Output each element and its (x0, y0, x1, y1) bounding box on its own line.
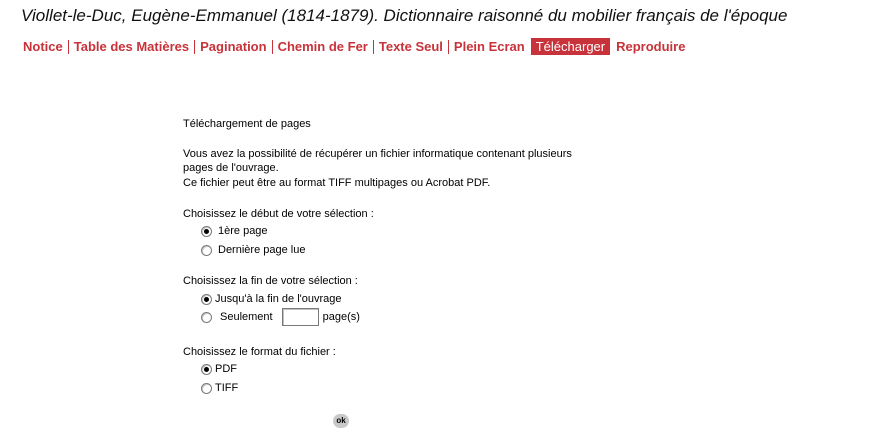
radio-checked-icon[interactable] (201, 226, 212, 237)
nav-pagination-link[interactable]: Pagination (200, 39, 267, 54)
radio-checked-icon[interactable] (201, 364, 212, 375)
nav-separator (194, 40, 195, 54)
pages-count-input[interactable] (282, 308, 319, 326)
format-pdf-label: PDF (215, 363, 237, 375)
nav-plein-ecran-link[interactable]: Plein Ecran (453, 39, 525, 54)
start-first-page-label: 1ère page (218, 225, 268, 237)
format-tiff-label: TIFF (215, 382, 239, 394)
radio-unchecked-icon[interactable] (201, 383, 212, 394)
format-label: Choisissez le format du fichier : (183, 346, 336, 358)
end-only-label: Seulement (220, 311, 273, 323)
nav-separator (448, 40, 449, 54)
nav-chemin-de-fer-link[interactable]: Chemin de Fer (277, 39, 368, 54)
nav-bar (21, 38, 687, 55)
end-to-end-label: Jusqu'à la fin de l'ouvrage (215, 293, 342, 305)
form-description-line-1: Vous avez la possibilité de récupérer un fichier informatique contenant plusieurs (183, 148, 572, 160)
nav-table-des-matieres-link[interactable]: Table des Matières (73, 39, 190, 54)
start-last-read-label: Dernière page lue (218, 244, 306, 256)
end-selection-label: Choisissez la fin de votre sélection : (183, 275, 358, 287)
ok-button[interactable]: ok (333, 414, 349, 428)
nav-separator (272, 40, 273, 54)
end-to-end-option[interactable] (201, 293, 342, 305)
nav-separator (373, 40, 374, 54)
page-title: Viollet-le-Duc, Eugène-Emmanuel (1814-1879). Dictionnaire raisonné du mobilier français de l'époque (21, 6, 788, 25)
start-last-read-option[interactable] (201, 244, 305, 256)
nav-telecharger-tab[interactable]: Télécharger (531, 38, 610, 55)
start-selection-label: Choisissez le début de votre sélection : (183, 208, 374, 220)
form-heading: Téléchargement de pages (183, 118, 311, 130)
nav-notice-link[interactable]: Notice (23, 39, 63, 54)
format-pdf-option[interactable] (201, 363, 237, 375)
start-first-page-option[interactable] (201, 225, 268, 237)
nav-texte-seul-link[interactable]: Texte Seul (378, 39, 443, 54)
format-tiff-option[interactable] (201, 382, 238, 394)
end-only-option[interactable] (201, 308, 360, 326)
nav-separator (68, 40, 69, 54)
form-description-line-3: Ce fichier peut être au format TIFF multipages ou Acrobat PDF. (183, 177, 491, 189)
pages-suffix-label: page(s) (322, 311, 360, 323)
form-description-line-2: pages de l'ouvrage. (183, 162, 279, 174)
radio-unchecked-icon[interactable] (201, 245, 212, 256)
nav-reproduire-link[interactable]: Reproduire (616, 39, 686, 54)
radio-unchecked-icon[interactable] (201, 312, 212, 323)
radio-checked-icon[interactable] (201, 294, 212, 305)
